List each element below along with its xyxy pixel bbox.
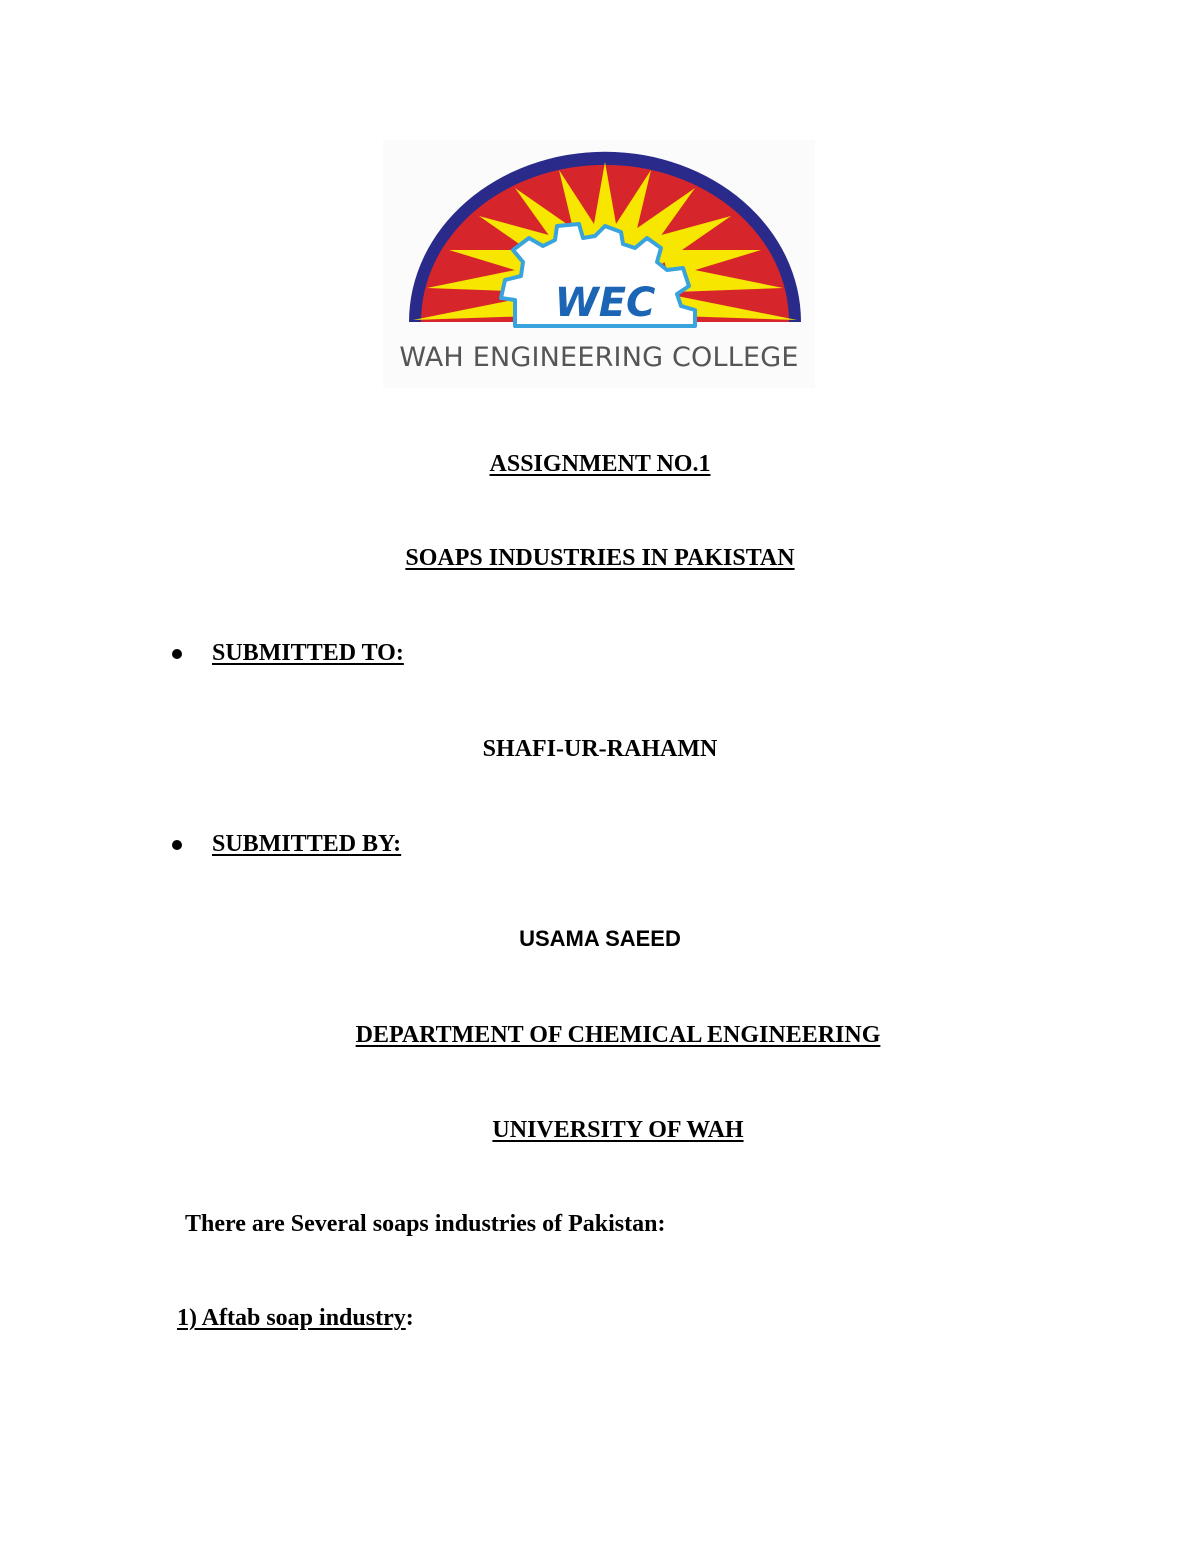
university-name: UNIVERSITY OF WAH — [492, 1117, 744, 1143]
submitted-to-item — [172, 641, 404, 665]
assignment-title: ASSIGNMENT NO.1 — [489, 451, 711, 477]
submitted-to-name: SHAFI-UR-RAHAMN — [482, 736, 718, 762]
submitted-to-label: SUBMITTED TO: — [212, 640, 404, 666]
bullet-icon — [172, 649, 182, 659]
department-heading — [318, 1023, 918, 1047]
topic-heading — [0, 546, 1200, 570]
department-name: DEPARTMENT OF CHEMICAL ENGINEERING — [355, 1022, 881, 1048]
submitted-by-label: SUBMITTED BY: — [212, 831, 402, 857]
intro-paragraph: There are Several soaps industries of Pakistan: — [185, 1211, 666, 1237]
topic-title: SOAPS INDUSTRIES IN PAKISTAN — [405, 545, 795, 571]
submitted-by-item — [172, 832, 401, 856]
bullet-icon — [172, 840, 182, 850]
industry-item-1 — [177, 1306, 414, 1330]
university-heading — [318, 1118, 918, 1142]
industry-item-1-colon: : — [405, 1305, 414, 1331]
assignment-heading — [0, 452, 1200, 476]
college-logo — [383, 140, 815, 388]
industry-item-1-label: 1) Aftab soap industry — [177, 1305, 406, 1331]
logo-emblem-text: WEC — [554, 280, 656, 326]
submitted-by-name: USAMA SAEED — [519, 926, 681, 951]
logo-caption: WAH ENGINEERING COLLEGE — [399, 342, 799, 373]
sunburst-emblem-icon — [383, 140, 815, 340]
